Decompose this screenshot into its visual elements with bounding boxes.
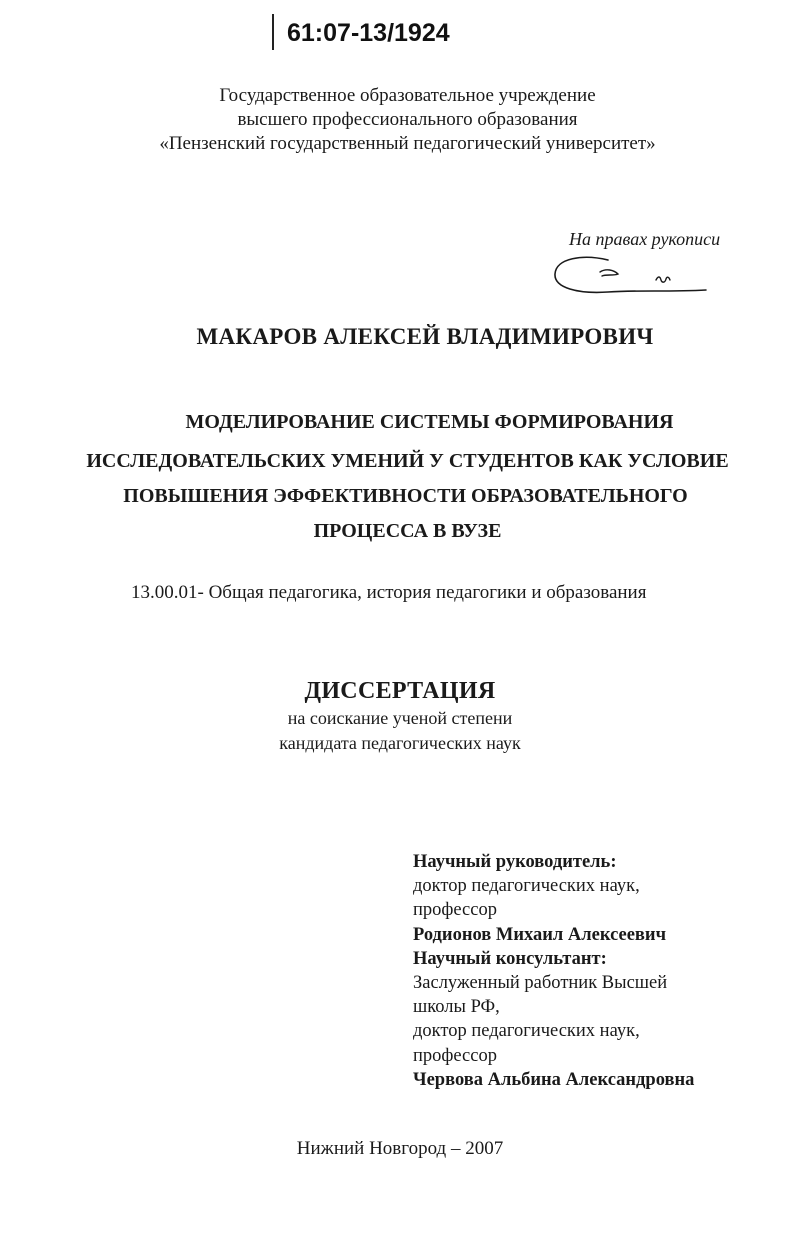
consultant-heading: Научный консультант: — [413, 948, 607, 969]
supervisors-block — [413, 850, 694, 1092]
consultant-honor-line-1: Заслуженный работник Высшей — [413, 972, 668, 993]
degree-line-2: кандидата педагогических наук — [279, 733, 521, 753]
thesis-title-line-1: МОДЕЛИРОВАНИЕ СИСТЕМЫ ФОРМИРОВАНИЯ — [185, 411, 674, 433]
specialty-code: 13.00.01- Общая педагогика, история педагогики и образования — [131, 582, 647, 603]
document-type: ДИССЕРТАЦИЯ — [304, 678, 496, 704]
catalog-number: 61:07-13/1924 — [287, 19, 450, 47]
institution-line-1: Государственное образовательное учреждение — [219, 85, 596, 106]
consultant-degree: доктор педагогических наук, — [413, 1021, 640, 1042]
thesis-title-line-4: ПРОЦЕССА В ВУЗЕ — [313, 520, 502, 542]
advisor-degree: доктор педагогических наук, — [413, 876, 640, 897]
manuscript-note: На правах рукописи — [569, 229, 721, 249]
thesis-title-line-3: ПОВЫШЕНИЯ ЭФФЕКТИВНОСТИ ОБРАЗОВАТЕЛЬНОГО — [123, 485, 688, 507]
degree-line-1: на соискание ученой степени — [287, 708, 513, 728]
thesis-title-line-2: ИССЛЕДОВАТЕЛЬСКИХ УМЕНИЙ У СТУДЕНТОВ КАК УСЛОВИЕ — [86, 450, 729, 472]
city-year: Нижний Новгород – 2007 — [296, 1138, 504, 1159]
advisor-name: Родионов Михаил Алексеевич — [413, 924, 667, 945]
consultant-honor-line-2: школы РФ, — [413, 997, 500, 1018]
consultant-name: Червова Альбина Александровна — [413, 1069, 695, 1090]
institution-line-2: высшего профессионального образования — [237, 109, 578, 130]
signature-icon — [548, 252, 713, 302]
consultant-title: профессор — [413, 1045, 497, 1066]
advisor-heading: Научный руководитель: — [413, 852, 617, 872]
advisor-title: профессор — [413, 900, 497, 921]
institution-line-3: «Пензенский государственный педагогический университет» — [159, 133, 656, 154]
stamp-divider — [272, 14, 274, 50]
author-name: МАКАРОВ АЛЕКСЕЙ ВЛАДИМИРОВИЧ — [196, 324, 654, 349]
